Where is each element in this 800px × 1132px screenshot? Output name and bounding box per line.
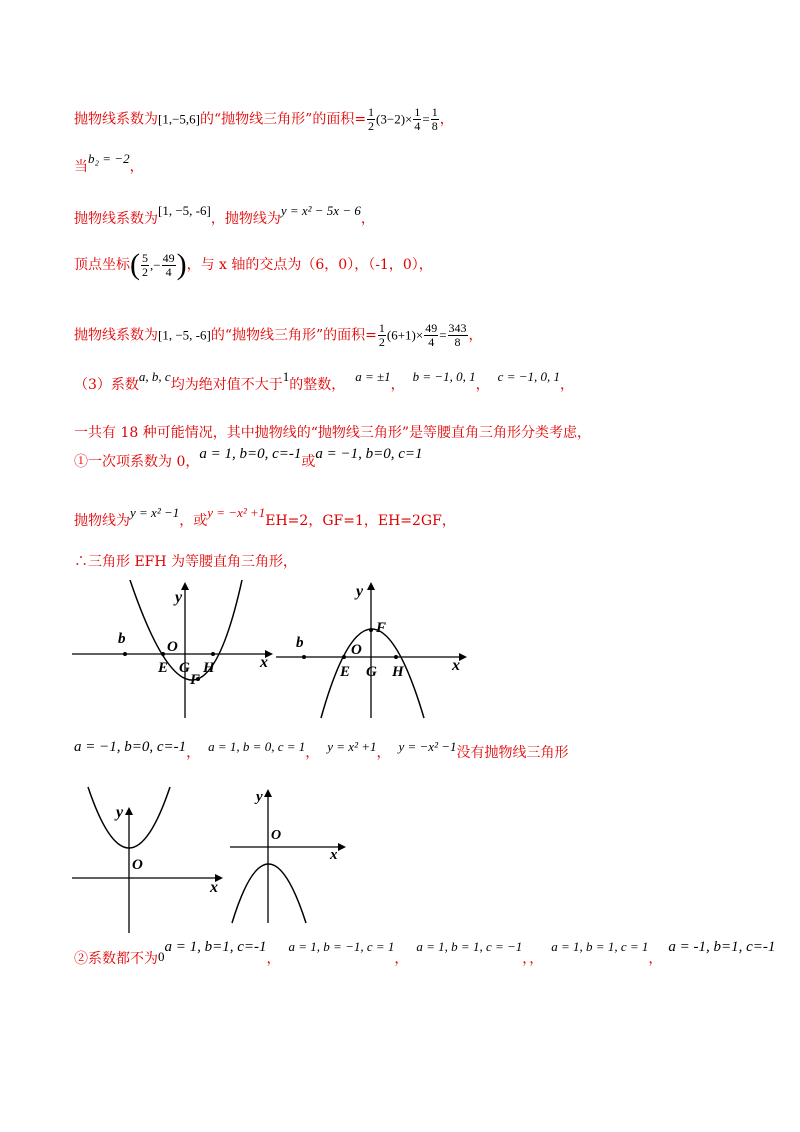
fraction: $\frac{49}{4}$ [162,250,175,279]
text: 或 [301,454,316,470]
equals: = [439,327,447,343]
case-1: a = −1, b=0, c=-1 [74,739,187,755]
fraction: $\frac{49}{4}$ [425,321,438,349]
line-7: 一共有 18 种可能情况，其中抛物线的“抛物线三角形”是等腰直角三角形分类考虑， [74,425,592,441]
y-axis-label: y [356,583,364,600]
line-5 [74,322,483,349]
line-3 [74,203,375,227]
origin-label: O [351,642,362,658]
text: ①一次项系数为 0， [74,454,200,470]
text: ， [129,159,144,175]
text: 当 [74,159,88,175]
case-1: a = 1, b=1, c=-1 [164,939,267,955]
line-11: a = −1, b=0, c=-1， a = 1, b = 0, c = 1， y = x² +1， y = −x² −1没有抛物线三角形 [74,739,569,761]
equation-2: y = −x² +1 [207,505,266,520]
point-e-label: E [158,660,169,676]
fraction: $\frac{1}{8}$ [431,105,438,133]
variables: a, b, c [138,369,171,384]
text: ，抛物线为 [210,211,281,227]
point-b-label: b [296,635,304,651]
line-2 [74,151,144,175]
coefficient-vector: [1,−5,6] [158,111,200,127]
text: ， [468,327,483,344]
equals: = [422,111,430,127]
condition-b: b = −1, 0, 1 [412,369,476,384]
line-10: ∴三角形 EFH 为等腰直角三角形， [74,554,298,570]
text: ， [360,211,375,227]
text: 顶点坐标 [74,257,130,273]
fraction: $\frac{343}{8}$ [448,321,467,349]
text: 抛物线系数为 [74,111,158,128]
origin-label: O [271,828,282,843]
equation-1: y = x² −1 [130,505,180,520]
case-2: a = 1, b = 0, c = 1 [208,739,306,754]
fraction: $\frac{5}{2}$ [142,250,148,279]
coefficient-vector: [1, −5, -6] [158,327,211,343]
line-1 [74,106,454,133]
case-3: a = 1, b = 1, c = −1 [416,939,523,954]
point-h-label: H [203,660,215,676]
text: ， [439,111,454,128]
expression: (3−2)× [376,111,413,127]
x-axis-label: x [452,657,460,674]
text: 的整数， [289,377,346,393]
y-axis-label: y [116,804,124,821]
text: 没有抛物线三角形 [456,745,569,761]
text: EH=2，GF=1，EH=2GF， [265,513,456,529]
point-b-label: b [118,631,126,647]
case-4: a = 1, b = 1, c = 1 [551,939,649,954]
equation-3: y = x² +1 [327,739,377,754]
origin-label: O [132,857,143,873]
text: 均为绝对值不大于 [170,377,283,393]
line-12: ②系数都不为0a = 1, b=1, c=-1，a = 1, b = −1, c = 1，a = 1, b = 1, c = −1，，a = 1, b = 1, c = 1，a = -1, b=1, c=-1 [74,939,776,967]
line-8 [74,446,423,470]
coefficient-vector: [1, −5, -6] [158,203,211,218]
equation: y = x² − 5x − 6 [280,203,361,218]
text: ，与 x 轴的交点为（6，0），（-1，0）， [186,257,433,273]
text: 抛物线系数为 [74,211,158,227]
y-axis-label: y [175,589,183,606]
point-h-label: H [392,664,404,680]
line-9 [74,505,456,529]
text: 的“抛物线三角形”的面积= [210,327,377,344]
line-6: （3）系数a, b, c均为绝对值不大于1的整数，a = ±1，b = −1, 0, 1，c = −1, 0, 1， [74,369,574,393]
x-axis-label: x [330,847,338,863]
condition: b₂ = −2 [88,151,130,166]
number: 1 [282,369,290,384]
text: 抛物线为 [74,513,130,529]
figure-parabola-above-axis [70,785,230,935]
condition-c: c = −1, 0, 1 [497,369,560,384]
origin-label: O [167,639,178,655]
text: ②系数都不为 [74,951,158,967]
case-2: a = −1, b=0, c=1 [315,446,423,462]
text: 的“抛物线三角形”的面积= [200,111,367,128]
equation-4: y = −x² −1 [398,739,457,754]
expression: (6+1)× [386,327,424,343]
text: ，或 [179,513,208,529]
point-f-label: F [190,672,201,688]
case-2: a = 1, b = −1, c = 1 [288,939,395,954]
figure-parabola-below-axis [228,785,358,925]
fraction: $\frac{1}{4}$ [414,105,421,133]
line-4: 顶点坐标( $\frac{5}{2}$ ,− $\frac{49}{4}$ )，与 x 轴的交点为（6，0），（-1，0）， [74,248,433,281]
fraction: $\frac{1}{2}$ [378,321,385,349]
x-axis-label: x [260,654,268,671]
text: （3）系数 [74,377,139,393]
point-f-label: F [376,620,387,636]
point-g-label: G [366,664,377,680]
y-axis-label: y [256,789,263,805]
point-e-label: E [340,664,351,680]
case-1: a = 1, b=0, c=-1 [199,446,302,462]
point-g-label: G [179,660,190,676]
condition-a: a = ±1 [355,369,391,384]
x-axis-label: x [210,879,218,896]
fraction: $\frac{1}{2}$ [368,105,375,133]
figure-downward-parabola [274,580,474,720]
figure-upward-parabola [70,580,280,720]
text: 抛物线系数为 [74,327,158,344]
case-5: a = -1, b=1, c=-1 [668,939,776,955]
